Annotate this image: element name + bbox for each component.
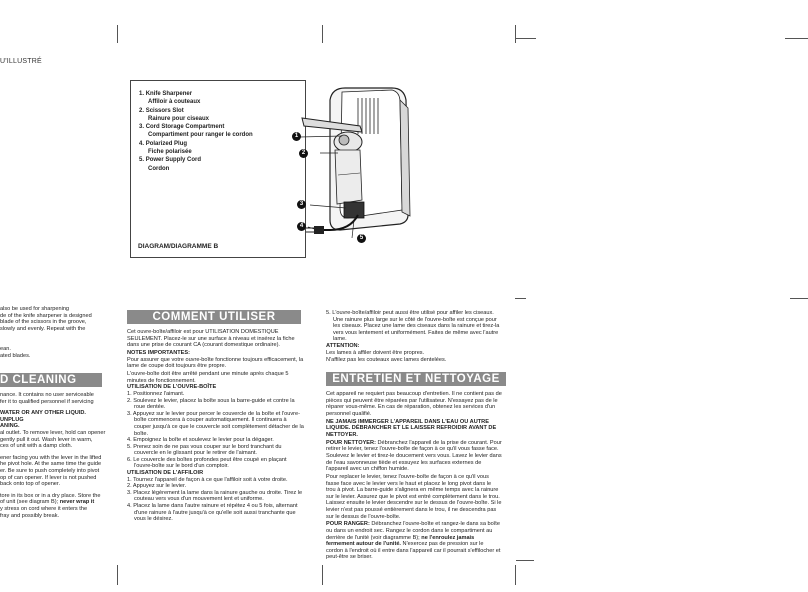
callout-5: 5 (357, 234, 366, 243)
text-line: he pivot hole. At the same time the guide (0, 461, 102, 468)
text-line: al outlet. To remove lever, hold can opener (0, 429, 106, 436)
list-item: 4. Placez la lame dans l'autre rainure et répétez 4 ou 5 fois, alternant d'une rainure à l'autre jusqu'à ce qu'elle soit aussi tranchante que vous le désirez. (127, 503, 298, 523)
text-line: slowly and evenly. Repeat with the (0, 325, 86, 332)
paragraph: Cet ouvre-boîte/affiloir est pour UTILISATION DOMESTIQUE SEULEMENT. Placez-le sur une surface à niveau et insérez la fiche dans une prise de courant CA (courant domestique ordinaire). (127, 329, 295, 349)
legend-item: 3. Cord Storage Compartment (139, 124, 225, 131)
crop-mark (515, 565, 516, 585)
crop-mark (790, 298, 808, 299)
callout-3: 3 (297, 200, 306, 209)
subheading: ATTENTION: (326, 342, 360, 349)
callout-2: 2 (299, 149, 308, 158)
list-item: 2. Appuyez sur le levier. (127, 483, 187, 490)
paragraph: Pour assurer que votre ouvre-boîte fonctionne toujours efficacement, la lame de coupe doit toujours être propre. (127, 356, 304, 370)
paragraph-bold: NE JAMAIS IMMERGER L'APPAREIL DANS L'EAU OU AUTRE LIQUIDE. DÉBRANCHER ET LE LAISSER REFROIDIR AVANT DE NETTOYER. (326, 418, 497, 438)
list-item: 1. Positionnez l'aimant. (127, 390, 185, 397)
diagram-legend (139, 90, 253, 173)
text-line: fer it to qualified personnel if servicing (0, 398, 94, 405)
callout-1: 1 (292, 132, 301, 141)
right-column (326, 391, 502, 562)
legend-item-fr: Rainure pour ciseaux (148, 115, 210, 122)
list-item: 4. Empoignez la boîte et soulevez le levier pour la dégager. (127, 437, 274, 444)
paragraph: Cet appareil ne requiert pas beaucoup d'entretien. Il ne contient pas de pièces qui peuvent être réparées par l'utilisateur. N'essayez pas de le réparer vous-même. En cas de réparation, obtenez les services d'un personnel qualifié. (326, 391, 502, 417)
left-column-lower (0, 392, 110, 519)
text-line: op of can opener. If lever is not pushed (0, 474, 97, 481)
can-opener-illustration (300, 80, 420, 255)
crop-mark (516, 560, 534, 561)
subheading: NOTES IMPORTANTES: (127, 350, 190, 357)
diagram-caption: DIAGRAM/DIAGRAMME B (138, 243, 219, 250)
subheading: UTILISATION DE L'OUVRE-BOÎTE (127, 384, 217, 391)
subheading: UTILISATION DE L'AFFILOIR (127, 470, 204, 477)
list-item: 2. Soulevez le levier, placez la boîte sous la barre-guide et contre la roue dentée. (127, 397, 295, 411)
left-column (0, 306, 110, 360)
crop-mark (516, 38, 536, 39)
list-item: 3. Appuyez sur le levier pour percer le couvercle de la boîte et l'ouvre-boîte commencera à couper automatiquement. Il continuera à couper jusqu'à ce que le couvercle soit complètement détacher de la boîte. (127, 410, 304, 437)
list-item: 1. Tournez l'appareil de façon à ce que l'affiloir soit à votre droite. (127, 476, 288, 483)
paragraph: POUR NETTOYER: Débranchez l'appareil de la prise de courant. Pour retirer le levier, tenez l'ouvre-boîte de façon à ce qu'il vous fasse face. Soulevez le levier et tirez-le doucement vers vous. Lavez le levier dans de l'eau savonneuse tiède et essuyez les surfaces externes de l'appareil avec un chiffon humide. (326, 439, 502, 473)
text-line: blade of the scissors in the groove, (0, 319, 87, 326)
text-line: fray and possibly break. (0, 512, 60, 519)
right-column-top (326, 310, 502, 365)
text-line: er. Be sure to push completely into pivot (0, 467, 100, 474)
text-line: de of the knife sharpener is designed (0, 312, 92, 319)
paragraph: POUR RANGER: Débranchez l'ouvre-boîte et rangez-le dans sa boîte ou dans un endroit sec. Rangez le cordon dans le compartiment au derrière de l'unité (voir diagramme B); ne l'enroulez jamais fermement autour de l'unité. N'exercez pas de pression sur le cordon à l'endroit où il entre dans l'appareil car il pourrait s'effilocher et peut-être se briser. (326, 521, 501, 561)
crop-mark (515, 25, 516, 43)
text-line: back onto top of opener. (0, 481, 61, 488)
crop-mark (117, 565, 118, 585)
text-line: of unit (see diagram B); never wrap it (0, 499, 95, 506)
callout-4: 4 (297, 222, 306, 231)
legend-item: 5. Power Supply Cord (139, 157, 202, 164)
legend-item-fr: Affiloir à couteaux (148, 99, 201, 106)
list-item: 3. Placez légèrement la lame dans la rainure gauche ou droite. Tirez le couteau vers vous d'un mouvement lent et uniforme. (127, 489, 303, 503)
list-item: 5. Prenez soin de ne pas vous couper sur le bord tranchant du couvercle en le glissant pour le retirer de l'aimant. (127, 443, 282, 457)
text-line: ener facing you with the lever in the lifted (0, 454, 102, 461)
legend-item: 1. Knife Sharpener (139, 91, 193, 97)
legend-item-fr: Fiche polarisée (148, 149, 192, 156)
paragraph: N'affilez pas les couteaux avec lames dentelées. (326, 357, 447, 364)
list-item: 6. Le couvercle des boîtes profondes peut être coupé en plaçant l'ouvre-boîte sur le bord d'un comptoir. (127, 456, 287, 470)
crop-mark (785, 38, 808, 39)
list-item: 5. L'ouvre-boîte/affiloir peut aussi être utilisé pour affiler les ciseaux. Une rainure plus large sur le côté de l'ouvre-boîte est conçue pour les ciseaux. Placez une lame des ciseaux dans la rainure et tirez-la vers vous lentement et uniformément. Faites de même avec l'autre lame. (326, 310, 500, 343)
paragraph: L'ouvre-boîte doit être arrêté pendant une minute après chaque 5 minutes de fonctionnement. (127, 371, 289, 384)
middle-column (127, 329, 305, 523)
section-bar-comment-utiliser (127, 310, 301, 324)
text-line: ated blades. (0, 352, 31, 359)
crop-mark (515, 298, 526, 299)
legend-item: 2. Scissors Slot (139, 107, 184, 114)
section-bar-cleaning (0, 373, 102, 387)
section-title: COMMENT UTILISER (152, 311, 276, 323)
text-line: gently pull it out. Wash lever in warm, (0, 436, 93, 443)
section-bar-entretien (326, 372, 506, 386)
legend-item-fr: Cordon (148, 165, 170, 172)
text-line: ANING. (0, 423, 20, 430)
section-title: D CLEANING (0, 374, 77, 386)
header-fragment: U'ILLUSTRÉ (0, 58, 42, 65)
crop-mark (117, 25, 118, 43)
text-line: also be used for sharpening (0, 306, 70, 312)
paragraph: Les lames à affiler doivent être propres. (326, 349, 425, 356)
crop-mark (322, 565, 323, 585)
crop-mark (322, 25, 323, 43)
section-title: ENTRETIEN ET NETTOYAGE (332, 373, 500, 385)
legend-item-fr: Compartiment pour ranger le cordon (148, 132, 253, 139)
text-line: WATER OR ANY OTHER LIQUID. UNPLUG (0, 410, 86, 423)
text-line: ces of unit with a damp cloth. (0, 443, 73, 450)
legend-item: 4. Polarized Plug (139, 140, 188, 147)
paragraph: Pour replacer le levier, tenez l'ouvre-boîte de façon à ce qu'il vous fasse face avec le levier vers le haut et placez le long pivot dans le trou à pivot. La barre-guide s'alignera en même temps avec la rainure sur le levier. Assurez que le pivot est entré complètement dans le trou. Laissez ensuite le levier descendre sur le dessus de l'ouvre-boîte. Si le levier n'est pas poussé entièrement dans le trou, il ne descendra pas sur le dessus de l'ouvre-boîte. (326, 474, 502, 520)
text-line: y stress on cord where it enters the (0, 505, 88, 512)
text-line: ean. (0, 346, 11, 353)
text-line: nance. It contains no user serviceable (0, 392, 94, 398)
text-line: tore in its box or in a dry place. Store the (0, 492, 101, 499)
